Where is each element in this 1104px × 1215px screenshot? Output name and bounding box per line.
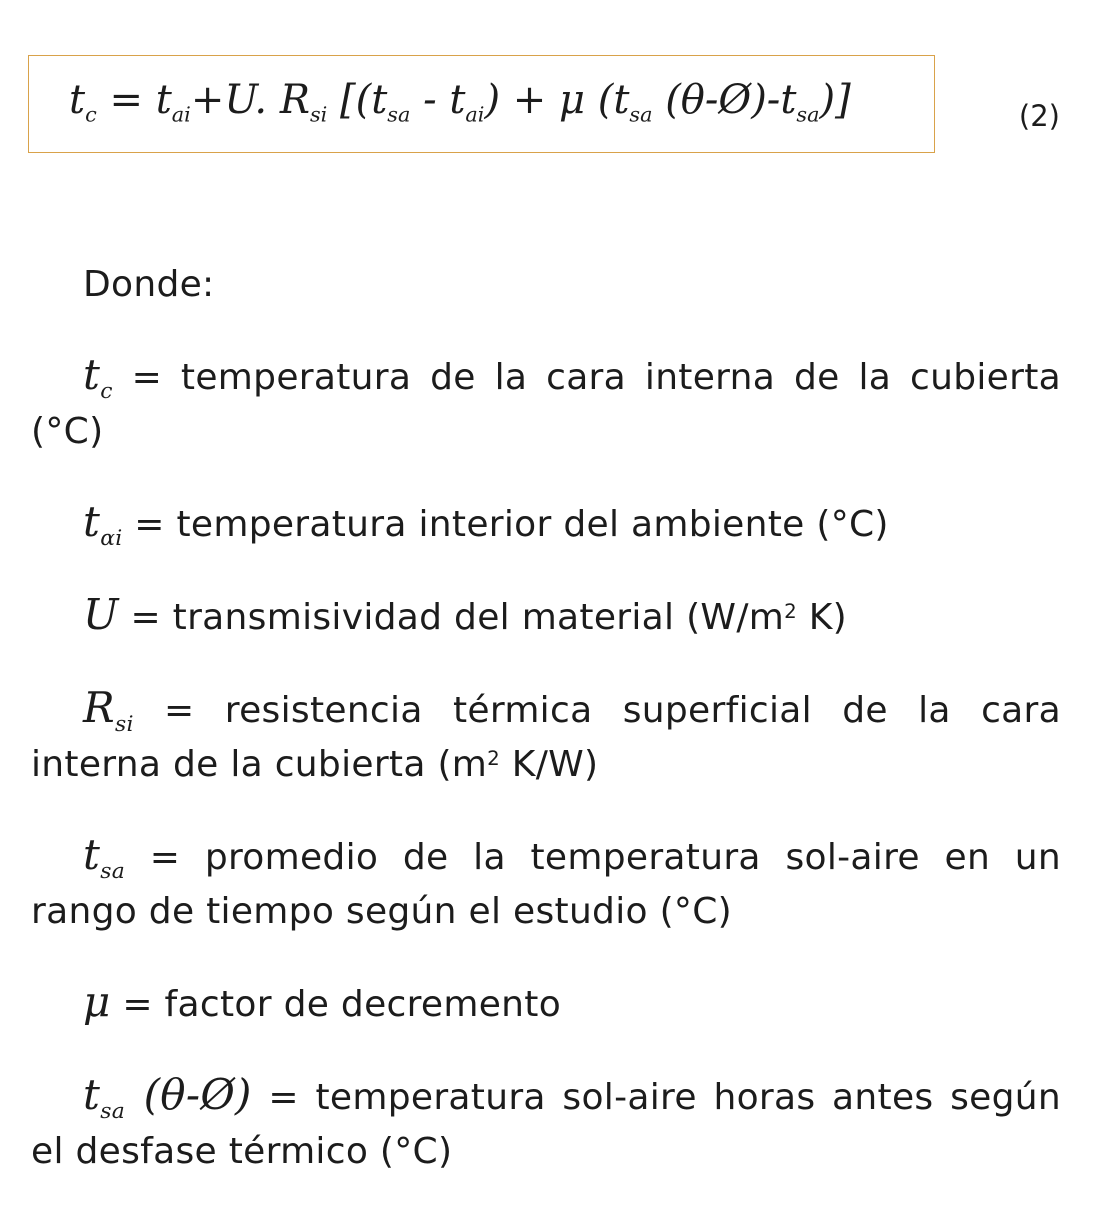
definition-text: = promedio de la temperatura sol-aire en un rango de tiempo según el estudio (°C) xyxy=(31,837,1061,932)
eq-subscript: sa xyxy=(387,102,411,127)
definition-text-end: K) xyxy=(797,597,848,638)
definition-symbol: U xyxy=(83,590,119,639)
eq-subscript: sa xyxy=(629,102,653,127)
definition-text-end: K/W) xyxy=(500,744,599,785)
eq-subscript: ai xyxy=(171,102,191,127)
eq-symbol: t xyxy=(613,77,630,123)
definition-text: = temperatura de la cara interna de la cubierta (°C) xyxy=(31,357,1061,452)
definition-tsa xyxy=(31,828,1061,939)
equation-box xyxy=(28,55,935,153)
definition-text: = temperatura interior del ambiente (°C) xyxy=(122,504,889,545)
definition-tc xyxy=(31,348,1061,459)
definition-symbol: $t_{sa}$ xyxy=(83,830,126,885)
eq-operator: +U. xyxy=(190,77,280,123)
definition-rsi xyxy=(31,681,1061,792)
eq-operator: - xyxy=(410,77,450,123)
eq-subscript: ai xyxy=(465,102,485,127)
eq-symbol: t xyxy=(155,77,172,123)
eq-symbol: t xyxy=(69,77,86,123)
eq-operator: ) + μ ( xyxy=(484,77,614,123)
definitions-section xyxy=(31,258,1061,1215)
definitions-heading: Donde: xyxy=(83,264,215,305)
eq-subscript: si xyxy=(309,102,328,127)
definition-symbol: $t_c$ xyxy=(83,350,113,405)
definition-symbol: $R_{si}$ xyxy=(83,683,134,738)
definition-tsa-lag xyxy=(31,1068,1061,1179)
definition-text: = transmisividad del material (W/m xyxy=(118,597,785,638)
definition-u xyxy=(31,588,1061,645)
eq-subscript: c xyxy=(85,102,97,127)
definition-mu xyxy=(31,975,1061,1032)
eq-symbol: t xyxy=(449,77,466,123)
eq-operator: )] xyxy=(819,77,851,123)
eq-operator: [( xyxy=(327,77,372,123)
eq-symbol: t xyxy=(371,77,388,123)
definition-text: = temperatura sol-aire horas antes según el desfase térmico (°C) xyxy=(31,1077,1061,1172)
eq-operator: (θ-Ø)- xyxy=(652,77,781,123)
equation xyxy=(69,74,851,126)
eq-symbol: t xyxy=(780,77,797,123)
definition-text: = resistencia térmica superficial de la cara interna de la cubierta (m xyxy=(31,690,1061,785)
definition-symbol: μ xyxy=(83,977,111,1026)
superscript: 2 xyxy=(487,747,501,771)
definition-symbol: $t_{sa}$ (θ-Ø) xyxy=(83,1070,252,1125)
definition-symbol: $t_{\alpha i}$ xyxy=(83,497,123,552)
superscript: 2 xyxy=(784,600,798,624)
eq-operator: = xyxy=(96,77,156,123)
eq-symbol: R xyxy=(279,77,310,123)
definition-tai xyxy=(31,495,1061,552)
equation-number: (2) xyxy=(1018,99,1060,133)
definition-text: = factor de decremento xyxy=(110,984,562,1025)
eq-subscript: sa xyxy=(796,102,820,127)
